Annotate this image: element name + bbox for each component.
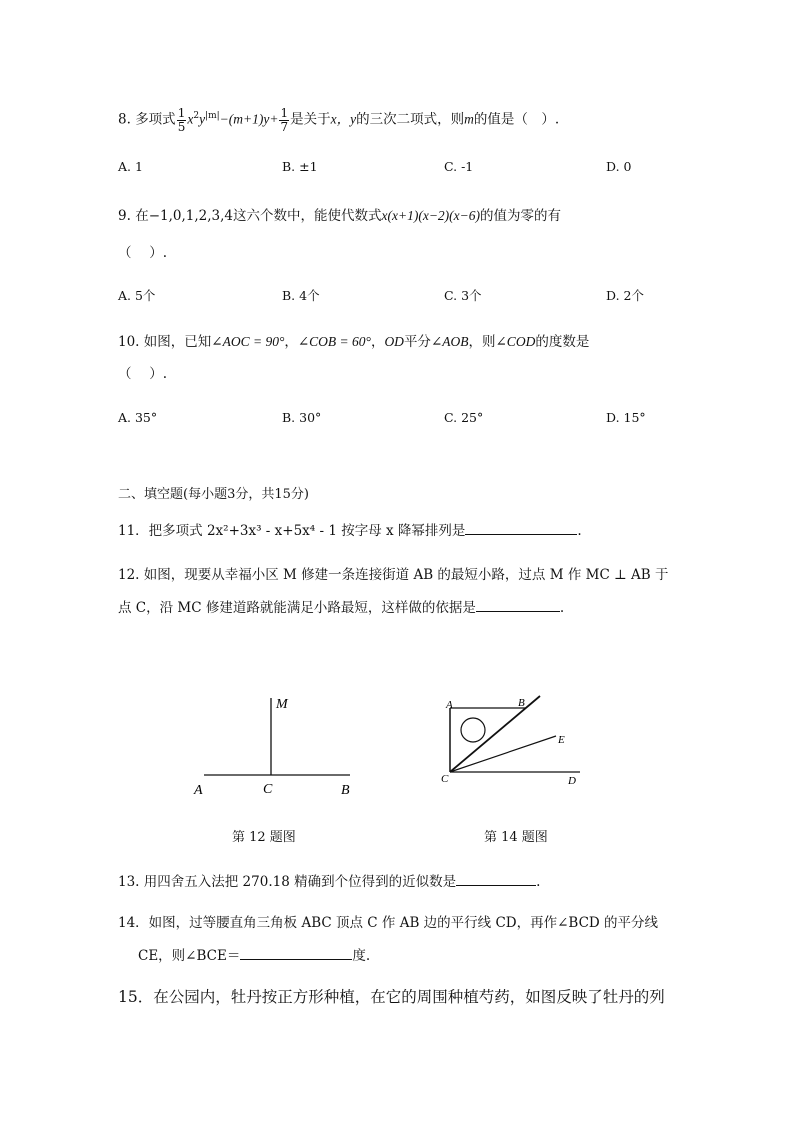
answer-blank[interactable]	[456, 871, 536, 886]
question-12-line-2: 点 C，沿 MC 修建道路就能满足小路最短，这样做的依据是 .	[118, 597, 564, 618]
question-9: 9. 在−1,0,1,2,3,4这六个数中，能使代数式x(x+1)(x−2)(x−6)的值为零的有	[118, 208, 562, 224]
q8-option-d: D. 0	[606, 159, 632, 174]
label-c: C	[263, 782, 273, 797]
q8-option-c: C. -1	[444, 159, 474, 174]
q10-option-d: D. 15°	[606, 410, 646, 425]
q8-option-a: A. 1	[118, 159, 143, 174]
label-c: C	[441, 773, 449, 785]
q9-option-d: D. 2个	[606, 288, 644, 303]
question-number: 8.	[118, 111, 131, 128]
question-10: 10. 如图，已知∠AOC = 90°，∠COB = 60°，OD平分∠AOB，则∠COD的度数是	[118, 334, 590, 350]
question-14-line-2: CE，则∠BCE＝ 度.	[138, 945, 370, 966]
answer-blank[interactable]	[476, 597, 560, 612]
q10-option-c: C. 25°	[444, 410, 484, 425]
figure-14	[438, 690, 588, 790]
ray-ce	[450, 736, 556, 772]
label-d: D	[568, 775, 576, 787]
label-m: M	[276, 697, 288, 712]
label-b: B	[518, 697, 525, 709]
question-10-bracket: （ ）.	[118, 366, 168, 382]
figure-14-caption: 第 14 题图	[484, 830, 548, 845]
question-13: 13. 用四舍五入法把 270.18 精确到个位得到的近似数是 .	[118, 871, 540, 892]
q10-option-a: A. 35°	[118, 410, 158, 425]
label-b: B	[341, 783, 350, 798]
q10-option-b: B. 30°	[282, 410, 322, 425]
figure-12	[190, 690, 360, 800]
label-e: E	[558, 734, 565, 746]
label-a: A	[446, 699, 453, 711]
q9-option-c: C. 3个	[444, 288, 482, 303]
label-a: A	[194, 783, 203, 798]
question-15: 15．在公园内，牡丹按正方形种植，在它的周围种植芍药，如图反映了牡丹的列	[118, 988, 665, 1006]
figure-12-caption: 第 12 题图	[232, 830, 296, 845]
answer-blank[interactable]	[240, 945, 352, 960]
question-14-line-1: 14．如图，过等腰直角三角板 ABC 顶点 C 作 AB 边的平行线 CD，再作∠BCD 的平分线	[118, 915, 659, 931]
answer-blank[interactable]	[465, 520, 577, 535]
section-heading: 二、填空题(每小题3分，共15分)	[118, 487, 309, 502]
fraction-one-seventh: $\frac{1}{7}$	[280, 105, 289, 134]
q9-option-b: B. 4个	[282, 288, 320, 303]
q9-option-a: A. 5个	[118, 288, 156, 303]
fraction-one-fifth: $\frac{1}{5}$	[177, 105, 186, 134]
question-11: 11．把多项式 2x²+3x³ - x+5x⁴ - 1 按字母 x 降幂排列是 .	[118, 520, 582, 541]
q8-option-b: B. ±1	[282, 159, 318, 174]
question-9-bracket: （ ）.	[118, 245, 168, 261]
question-8: 8. 多项式 $\frac{1}{5}$ $x^2y^{|m|}-(m+1)y+$ $\frac{1}{7}$ 是关于x，y的三次二项式，则m的值是（ ）.	[118, 105, 560, 134]
question-12-line-1: 12. 如图，现要从幸福小区 M 修建一条连接街道 AB 的最短小路，过点 M 作 MC ⊥ AB 于	[118, 567, 669, 583]
triangle-hole	[461, 718, 485, 742]
